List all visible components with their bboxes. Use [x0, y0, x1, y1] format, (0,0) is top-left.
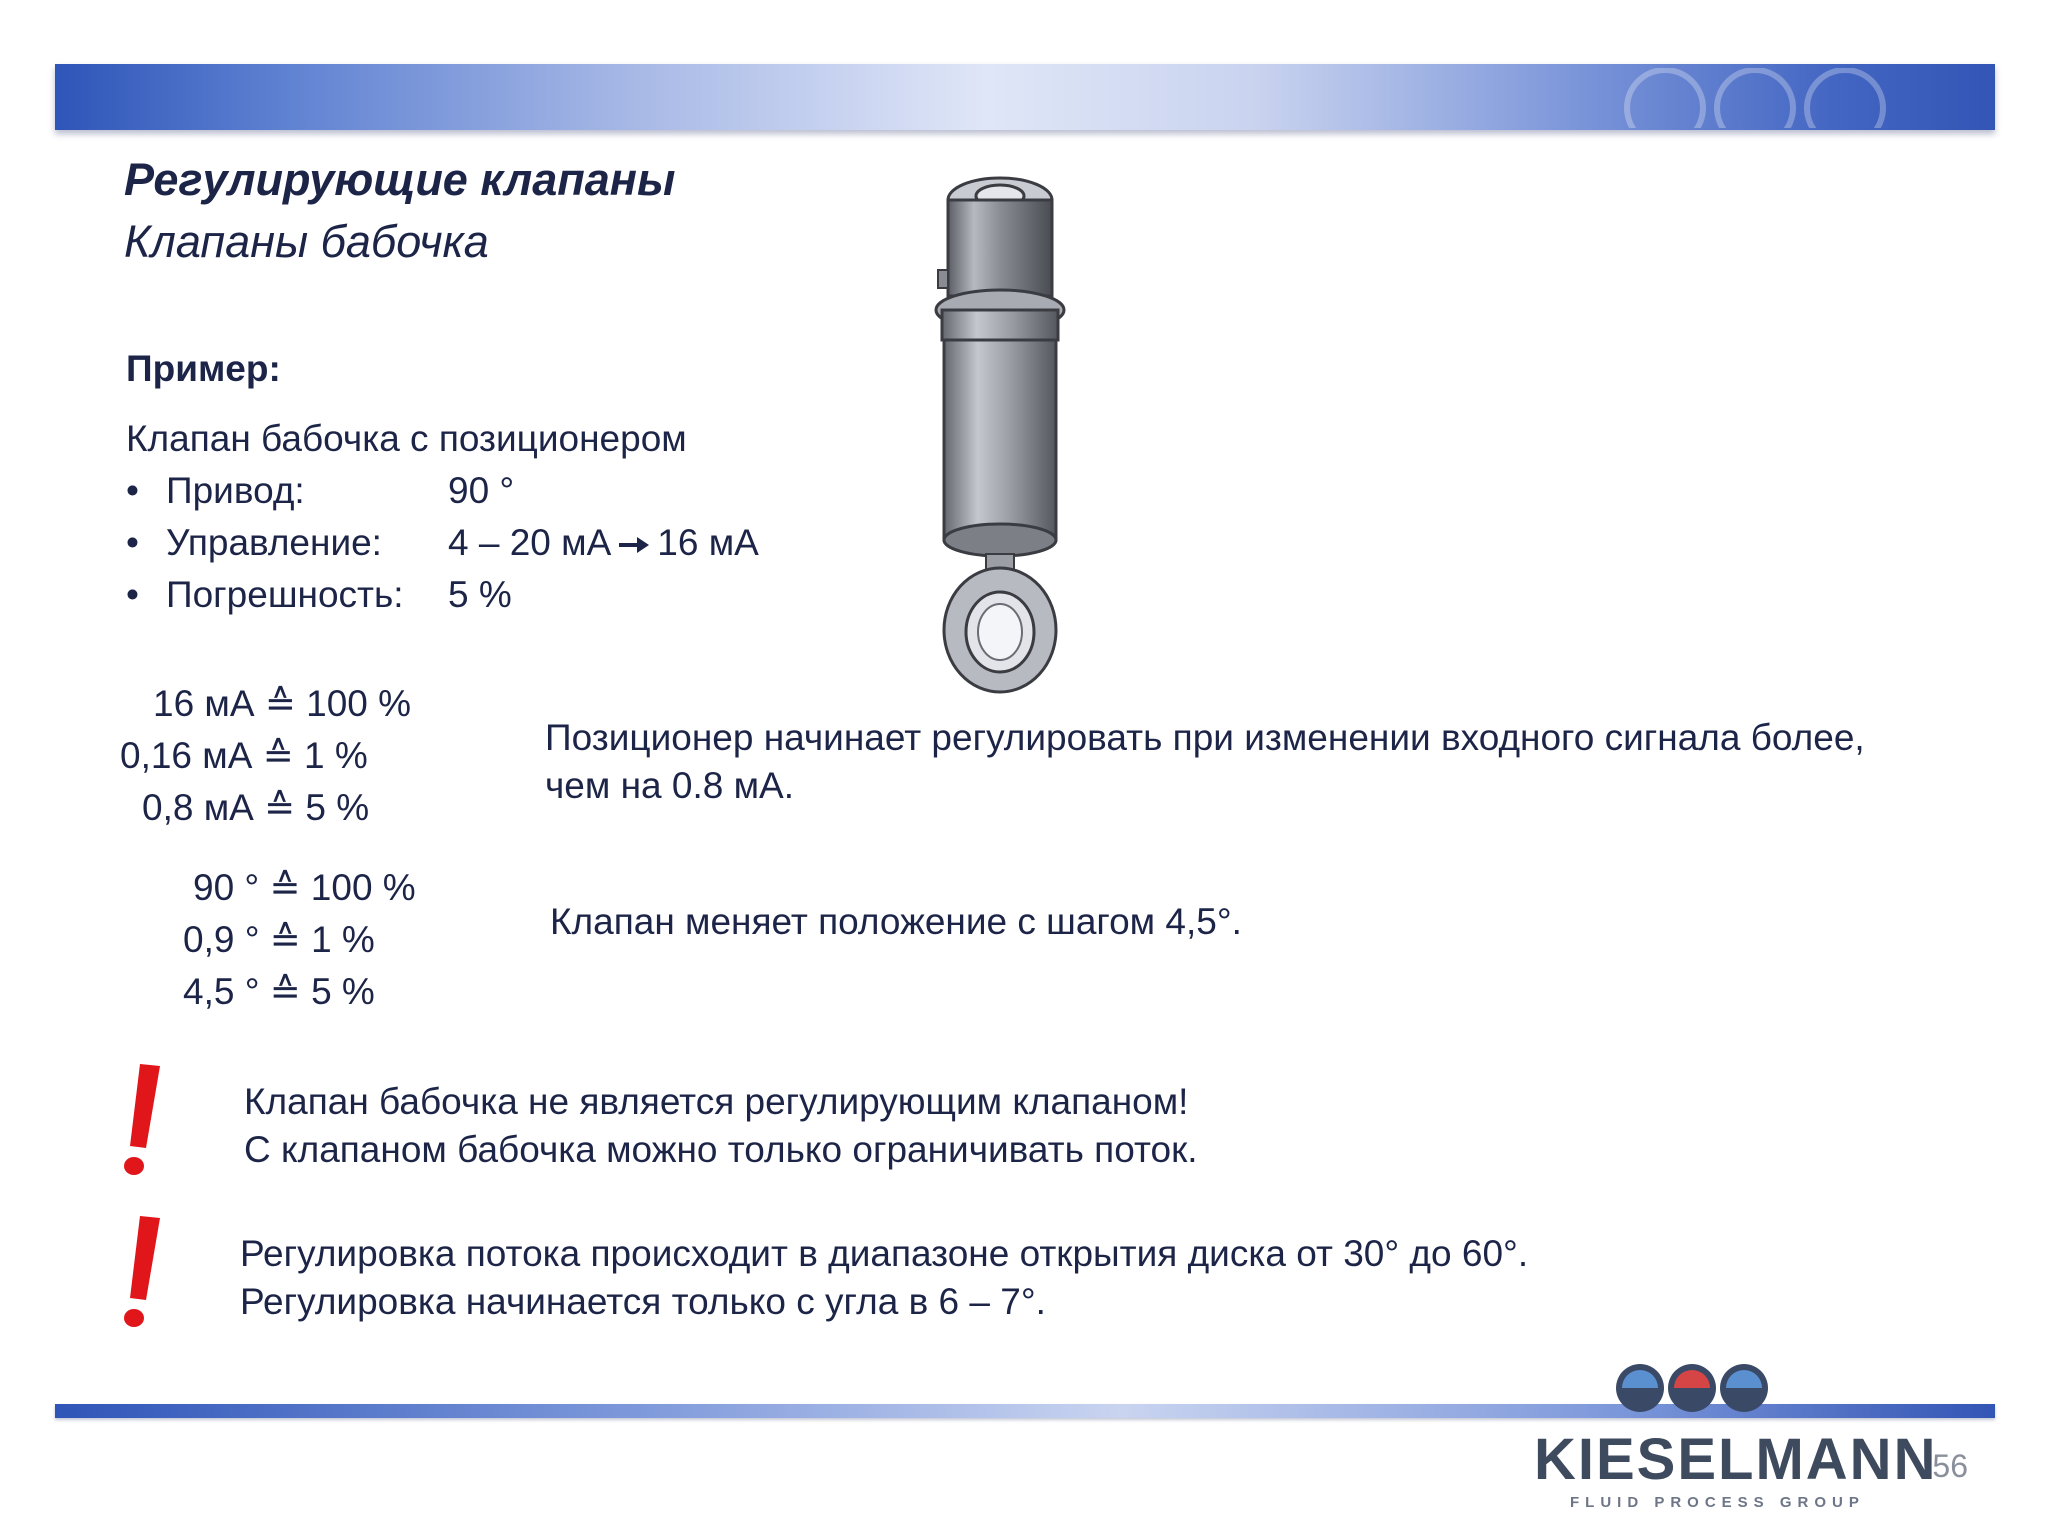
- example-label: Пример:: [126, 348, 281, 389]
- warning-not-control-valve: [244, 1078, 1198, 1174]
- warning-line: Клапан бабочка не является регулирующим клапаном!: [244, 1081, 1189, 1122]
- bullet-control: [126, 522, 759, 564]
- bullet-label: Управление:: [166, 522, 382, 563]
- equivalence-signal-1: 16 мА ≙ 100 %: [153, 683, 412, 724]
- warning-line: Регулировка начинается только с угла в 6 – 7°.: [240, 1281, 1046, 1322]
- bullet-label: Привод:: [166, 470, 305, 511]
- bullet-value: 90 °: [448, 470, 515, 511]
- warning-line: С клапаном бабочка можно только ограничивать поток.: [244, 1129, 1198, 1170]
- arrow-right-icon: [619, 535, 649, 555]
- bullet-dot: •: [126, 522, 139, 563]
- bullet-accuracy: [126, 574, 512, 616]
- equivalence-angle-1: 90 ° ≙ 100 %: [193, 867, 416, 908]
- warning-line: Регулировка потока происходит в диапазоне открытия диска от 30° до 60°.: [240, 1233, 1529, 1274]
- bullet-value: 5 %: [448, 574, 512, 615]
- butterfly-valve-image: [920, 170, 1080, 700]
- control-range: 4 – 20 мА: [448, 522, 612, 563]
- page-title: Регулирующие клапаны: [124, 154, 676, 205]
- warning-flow-range: [240, 1230, 1528, 1326]
- bullet-label: Погрешность:: [166, 574, 404, 615]
- exclamation-icon: [110, 1060, 170, 1180]
- header-banner: [55, 64, 1995, 130]
- kieselmann-logo-text: KIESELMANN: [1534, 1427, 1938, 1492]
- positioner-note-line: Позиционер начинает регулировать при изменении входного сигнала более,: [545, 717, 1865, 758]
- bullet-dot: •: [126, 574, 139, 615]
- bullet-drive: [126, 470, 515, 512]
- control-span: 16 мА: [657, 522, 759, 563]
- bullet-value: [448, 522, 759, 564]
- equivalence-signal-2: 0,16 мА ≙ 1 %: [120, 735, 368, 776]
- equivalence-signal-3: 0,8 мА ≙ 5 %: [142, 787, 370, 828]
- positioner-note: [545, 714, 1865, 810]
- step-note: Клапан меняет положение с шагом 4,5°.: [550, 901, 1242, 942]
- equivalence-angle-3: 4,5 ° ≙ 5 %: [183, 971, 375, 1012]
- kieselmann-logo-icon: [1612, 1360, 1772, 1416]
- example-intro: Клапан бабочка с позиционером: [126, 418, 687, 459]
- banner-logo-watermark: [1605, 68, 1905, 128]
- positioner-note-line: чем на 0.8 мА.: [545, 765, 794, 806]
- bullet-dot: •: [126, 470, 139, 511]
- kieselmann-logo-tagline: FLUID PROCESS GROUP: [1570, 1494, 1865, 1511]
- exclamation-icon: [110, 1212, 170, 1332]
- page-number: 56: [1932, 1448, 1968, 1484]
- equivalence-angle-2: 0,9 ° ≙ 1 %: [183, 919, 375, 960]
- page-subtitle: Клапаны бабочка: [124, 216, 489, 267]
